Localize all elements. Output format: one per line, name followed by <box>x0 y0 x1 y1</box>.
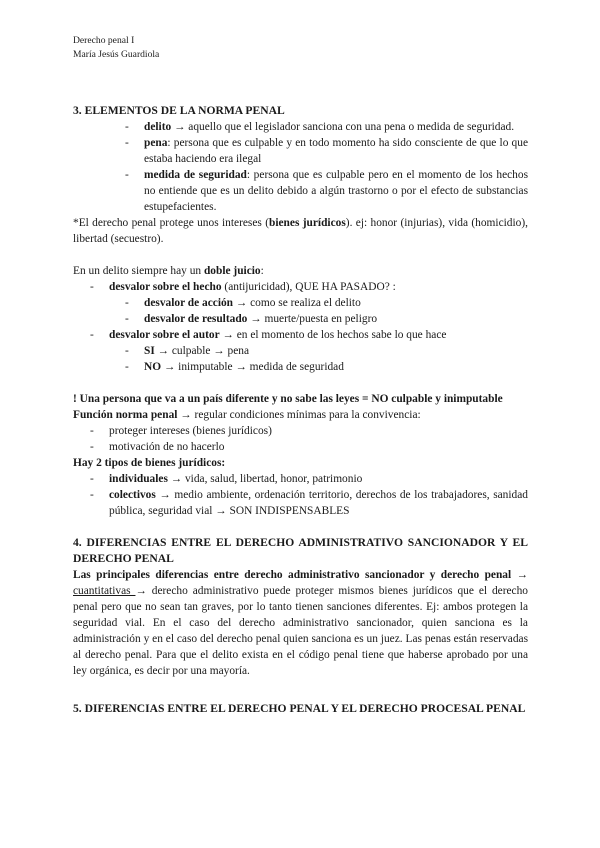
bienes-juridicos-note: *El derecho penal protege unos intereses (bienes jurídicos). ej: honor (injurias), vida (homicidio), libertad (secuestro). <box>73 217 529 245</box>
tipos-bienes-list <box>73 471 528 519</box>
tipos-bienes-title: Hay 2 tipos de bienes jurídicos: <box>73 457 226 469</box>
section-4-title: 4. DIFERENCIAS ENTRE EL DERECHO ADMINISTRATIVO SANCIONADOR Y EL DERECHO PENAL <box>73 536 528 565</box>
document-body <box>73 103 528 717</box>
section-3-title: 3. ELEMENTOS DE LA NORMA PENAL <box>73 104 285 117</box>
list-item: - colectivos → medio ambiente, ordenación territorio, derechos de los trabajadores, sanidad pública, seguridad vial → SON INDISPENSABLES <box>73 487 528 519</box>
header-author: María Jesús Guardiola <box>73 49 160 60</box>
list-item: - desvalor de acción → como se realiza el delito <box>73 295 528 311</box>
page-header <box>73 34 159 62</box>
hecho-sublist <box>73 295 528 327</box>
list-item: - desvalor sobre el hecho (antijuricidad), QUE HA PASADO? : <box>73 279 528 295</box>
section-5-title: 5. DIFERENCIAS ENTRE EL DERECHO PENAL Y EL DERECHO PROCESAL PENAL <box>73 702 526 715</box>
list-item: - motivación de no hacerlo <box>73 439 528 455</box>
section-4-body: Las principales diferencias entre derecho administrativo sancionador y derecho penal → cuantitativas → derecho administrativo puede proteger mismos bienes jurídicos que el derecho penal pero que no sean tan graves, por lo tanto tienen sanciones diferentes. Ej: ambos protegen la seguridad vial. En el caso del derecho administrativo sancionador, quien sanciona es la administración y en el caso del derecho penal quien sanciona es un juez. Las penas están reservadas al derecho penal. Para que el delito exista en el código penal tiene que haberse aprobado por una ley orgánica, es decir por una mayoría. <box>73 569 528 677</box>
doble-juicio-intro: En un delito siempre hay un doble juicio: <box>73 265 264 277</box>
list-item: - delito → aquello que el legislador sanciona con una pena o medida de seguridad. <box>73 119 528 135</box>
list-item: - medida de seguridad: persona que es culpable pero en el momento de los hechos no entiende que es un delito debido a algún trastorno o por el efecto de substancias estupefacientes. <box>73 167 528 215</box>
list-item: - pena: persona que es culpable y en todo momento ha sido consciente de que lo que estaba haciendo era ilegal <box>73 135 528 167</box>
autor-list <box>73 327 528 343</box>
list-item: - proteger intereses (bienes jurídicos) <box>73 423 528 439</box>
funcion-norma-penal: Función norma penal → regular condiciones mínimas para la convivencia: <box>73 409 421 421</box>
list-item: - desvalor sobre el autor → en el momento de los hechos sabe lo que hace <box>73 327 528 343</box>
list-item: - desvalor de resultado → muerte/puesta en peligro <box>73 311 528 327</box>
funcion-list <box>73 423 528 455</box>
doble-juicio-list <box>73 279 528 295</box>
list-item: - individuales → vida, salud, libertad, honor, patrimonio <box>73 471 528 487</box>
list-item: - SI → culpable → pena <box>73 343 528 359</box>
elements-list <box>73 119 528 215</box>
autor-sublist <box>73 343 528 375</box>
alert-note: ! Una persona que va a un país diferente y no sabe las leyes = NO culpable y inimputable <box>73 393 503 405</box>
list-item: - NO → inimputable → medida de seguridad <box>73 359 528 375</box>
header-course: Derecho penal I <box>73 35 135 46</box>
